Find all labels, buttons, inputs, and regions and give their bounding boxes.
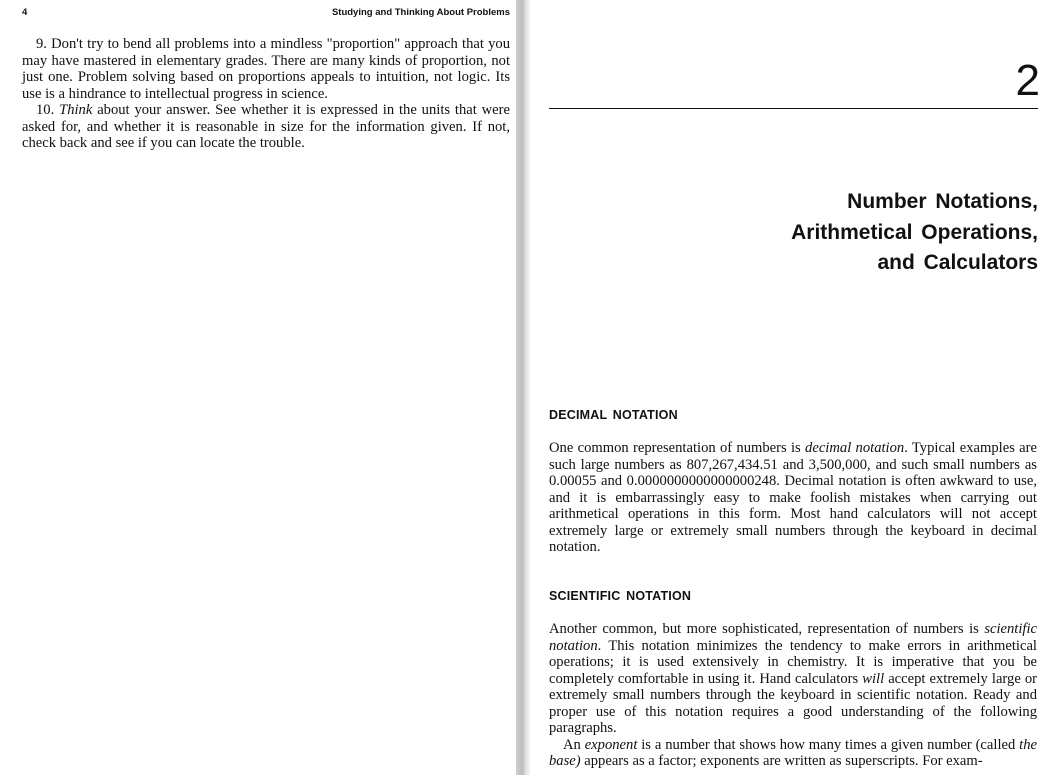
paragraph: One common representation of numbers is decimal notation. Typical examples are such large numbers as 807,267,434.51 and 3,500,000, and such small numbers as 0.00055 and 0.0000000000000000248. Decimal notation is often awkward to use, and it is embarrassingly easy to make foolish mistakes when carrying out arithmetical operations in this form. Most hand calculators will not accept extremely large or extremely small numbers through the keyboard in decimal notation. [549,440,1037,555]
chapter-title [638,187,1038,279]
section-heading-scientific-notation: SCIENTIFIC NOTATION [549,589,692,603]
running-head-title: Studying and Thinking About Problems [331,7,510,18]
emphasis-think: Think [59,102,93,118]
list-item-9: 9. Don't try to bend all problems into a mindless "proportion" approach that you may have mastered in elementary grades. There are many kinds of proportion, not just one. Problem solving based on proportions appeals to intuition, not logic. Its use is a hindrance to intellectual progress in science. [22,36,510,102]
right-page [530,0,1050,775]
page-number: 4 [22,7,28,18]
section-heading-decimal-notation: DECIMAL NOTATION [549,408,678,422]
chapter-number: 2 [1015,56,1040,105]
section-body-scientific-notation [549,621,1037,770]
list-item-10: 10. Think about your answer. See whether it is expressed in the units that were asked for, and whether it is reasonable in size for the information given. If not, check back and see if you can locate the trouble. [22,102,510,151]
chapter-title-line-1: Number Notations, [847,190,1038,213]
left-page [0,0,516,775]
chapter-title-line-2: Arithmetical Operations, [791,220,1038,244]
left-page-text [22,36,510,152]
paragraph: An exponent is a number that shows how many times a given number (called the base) appears as a factor; exponents are written as superscripts. For exam- [549,736,1037,769]
paragraph: Another common, but more sophisticated, representation of numbers is scientific notation. This notation minimizes the tendency to make errors in arithmetical operations; it is used extensively in chemistry. It is imperative that you be completely comfortable in using it. Hand calculators will accept extremely large or extremely small numbers through the keyboard in scientific notation. Ready and proper use of this notation requires a good understanding of the following paragraphs. [549,621,1037,736]
chapter-divider [549,108,1038,109]
page-gutter [516,0,530,775]
running-head [22,7,510,19]
chapter-title-line-3: and Calculators [877,251,1038,274]
section-body-decimal-notation [549,440,1037,556]
